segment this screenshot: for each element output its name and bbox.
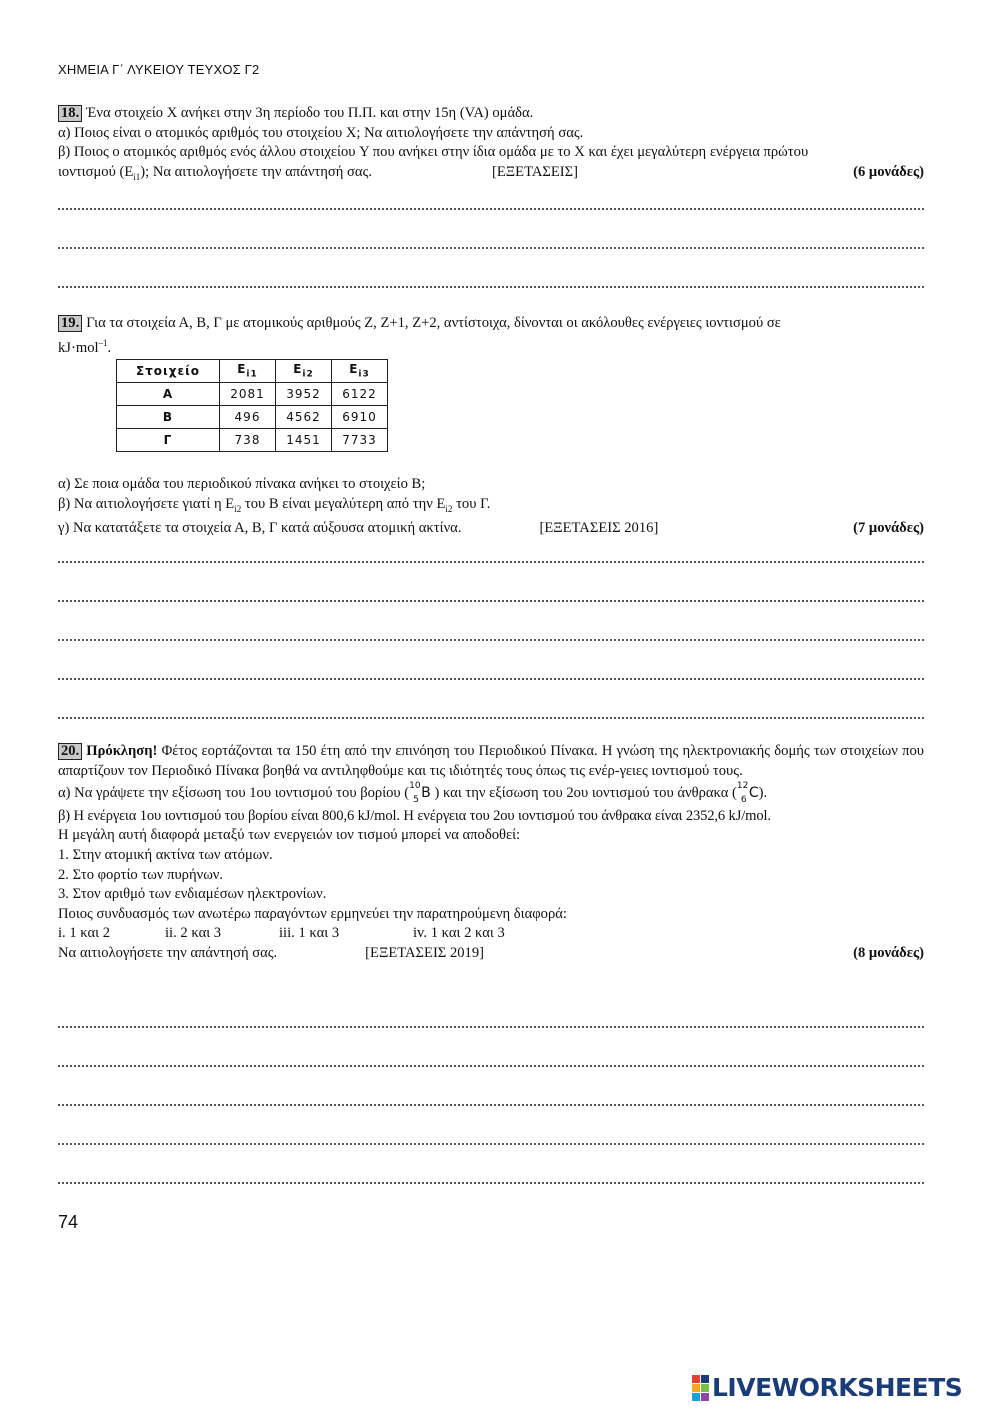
table-cell: 496 <box>220 406 276 429</box>
question-19 <box>58 314 924 358</box>
boron-nuclide <box>409 781 431 806</box>
table-header-ei3 <box>332 360 388 383</box>
logo-blocks-icon <box>692 1375 709 1401</box>
q19-part-b-text: του Γ. <box>452 495 491 512</box>
q18-points: (6 μονάδες) <box>853 163 924 180</box>
answer-line[interactable] <box>58 1104 924 1106</box>
q19-points: (7 μονάδες) <box>853 520 924 537</box>
q20-factor-2: 2. Στο φορτίο των πυρήνων. <box>58 866 224 883</box>
table-cell-element: Β <box>117 406 220 429</box>
document-header: ΧΗΜΕΙΑ Γ΄ ΛΥΚΕΙΟΥ ΤΕΥΧΟΣ Γ2 <box>58 62 260 77</box>
q19-part-b-sub: i2 <box>234 503 242 514</box>
q19-unit-exp: –1 <box>98 337 108 348</box>
option-iv: iv. 1 και 2 και 3 <box>413 925 505 942</box>
table-cell: 1451 <box>276 429 332 452</box>
header-e: E <box>237 362 247 377</box>
q18-source: [ΕΞΕΤΑΣΕΙΣ] <box>492 163 578 180</box>
header-sub: i2 <box>302 369 314 380</box>
boron-symbol: B <box>421 785 431 802</box>
answer-line[interactable] <box>58 561 924 563</box>
header-e: E <box>293 362 303 377</box>
carbon-nuclide <box>736 781 759 806</box>
option-i: i. 1 και 2 <box>58 925 111 942</box>
q19-part-c: γ) Να κατατάξετε τα στοιχεία Α, Β, Γ κατά αύξουσα ατομική ακτίνα. <box>58 520 462 537</box>
header-sub: i3 <box>358 369 370 380</box>
liveworksheets-logo[interactable] <box>692 1373 962 1402</box>
q19-source: [ΕΞΕΤΑΣΕΙΣ 2016] <box>539 520 659 537</box>
q20-options <box>58 924 924 944</box>
q19-part-a: α) Σε ποια ομάδα του περιοδικού πίνακα ανήκει το στοιχείο Β; <box>58 476 426 492</box>
q19-part-b-text: β) Να αιτιολογήσετε γιατί η E <box>58 495 235 512</box>
logo-text: LIVEWORKSHEETS <box>712 1373 963 1402</box>
page-number: 74 <box>58 1212 79 1232</box>
q20-points: (8 μονάδες) <box>853 944 924 961</box>
table-cell: 6910 <box>332 406 388 429</box>
q20-part-b-cont: Η μεγάλη αυτή διαφορά μεταξύ των ενεργειών ιον τισμού μπορεί να αποδοθεί: <box>58 827 521 844</box>
option-ii: ii. 2 και 3 <box>165 925 222 942</box>
question-number: 20. <box>58 743 82 760</box>
table-header-ei2 <box>276 360 332 383</box>
question-19-parts <box>58 475 924 539</box>
q20-justify: Να αιτιολογήσετε την απάντησή σας. <box>58 944 278 961</box>
q20-factor-1: 1. Στην ατομική ακτίνα των ατόμων. <box>58 846 273 863</box>
table-header-row <box>117 360 388 383</box>
table-cell: 2081 <box>220 383 276 406</box>
boron-atomic-number: 5 <box>413 795 419 806</box>
q18-line4-a: ιοντισμού (E <box>58 163 134 180</box>
table-cell-element: Γ <box>117 429 220 452</box>
q20-factor-3: 3. Στον αριθμό των ενδιαμέσων ηλεκτρονίων. <box>58 886 327 903</box>
ionization-energy-table <box>116 359 388 452</box>
table-cell: 6122 <box>332 383 388 406</box>
table-cell: 7733 <box>332 429 388 452</box>
header-e: E <box>349 362 359 377</box>
q18-part-a: α) Ποιος είναι ο ατομικός αριθμός του στοιχείου X; Να αιτιολογήσετε την απάντησή σας. <box>58 124 584 141</box>
question-number: 19. <box>58 315 82 332</box>
table-cell: 3952 <box>276 383 332 406</box>
question-18 <box>58 104 924 187</box>
table-header-ei1 <box>220 360 276 383</box>
answer-line[interactable] <box>58 247 924 249</box>
boron-mass-number: 10 <box>409 781 421 792</box>
answer-line[interactable] <box>58 208 924 210</box>
q18-part-b: β) Ποιος ο ατομικός αριθμός ενός άλλου στοιχείου Y που ανήκει στην ίδια ομάδα με το X και έχει μεγαλύτερη ενέργεια πρώτου <box>58 144 809 161</box>
answer-line[interactable] <box>58 717 924 719</box>
table-cell-element: Α <box>117 383 220 406</box>
carbon-mass-number: 12 <box>736 781 749 792</box>
q18-line4-sub: i1 <box>133 171 141 182</box>
option-iii: iii. 1 και 3 <box>279 925 340 942</box>
answer-line[interactable] <box>58 1026 924 1028</box>
q19-part-b-sub: i2 <box>445 503 453 514</box>
q20-part-a <box>58 781 924 806</box>
q20-source: [ΕΞΕΤΑΣΕΙΣ 2019] <box>365 944 484 961</box>
q19-unit-end: . <box>107 339 112 356</box>
question-number: 18. <box>58 105 82 122</box>
table-row <box>117 429 388 452</box>
q20-part-a-text: ) και την εξίσωση του 2ου ιοντισμού του άνθρακα ( <box>434 785 737 802</box>
q18-line1: Ένα στοιχείο X ανήκει στην 3η περίοδο του Π.Π. και στην 15η (VA) ομάδα. <box>86 105 534 121</box>
table-row <box>117 383 388 406</box>
table-cell: 4562 <box>276 406 332 429</box>
table-cell: 738 <box>220 429 276 452</box>
q20-intro: Φέτος εορτάζονται τα 150 έτη από την επινόηση του Περιοδικού Πίνακα. Η γνώση της ηλεκτρονιακής δομής των στοιχείων που απαρτίζουν τον Περιοδικό Πίνακα βοηθά να αντιληφθούμε και τις ιδιότητές τους όπως τις ενέρ-γειες ιοντισμού τους. <box>58 743 924 779</box>
table-header-element: Στοιχείο <box>117 360 220 383</box>
q19-part-b <box>58 495 924 520</box>
q18-line4-b: ); Να αιτιολογήσετε την απάντησή σας. <box>140 163 372 180</box>
q19-unit: kJ·mol <box>58 339 99 356</box>
answer-line[interactable] <box>58 286 924 288</box>
q20-challenge: Πρόκληση! <box>86 743 158 759</box>
answer-line[interactable] <box>58 1143 924 1145</box>
q20-part-a-text: α) Να γράψετε την εξίσωση του 1ου ιοντισμού του βορίου ( <box>58 785 410 802</box>
question-20 <box>58 742 924 964</box>
answer-line[interactable] <box>58 600 924 602</box>
answer-line[interactable] <box>58 1065 924 1067</box>
header-sub: i1 <box>246 369 258 380</box>
answer-line[interactable] <box>58 678 924 680</box>
carbon-atomic-number: 6 <box>740 795 747 806</box>
carbon-symbol: C <box>748 785 759 802</box>
q19-part-b-text: του Β είναι μεγαλύτερη από την E <box>241 495 446 512</box>
answer-line[interactable] <box>58 1182 924 1184</box>
q19-line1: Για τα στοιχεία Α, Β, Γ με ατομικούς αριθμούς Z, Z+1, Z+2, αντίστοιχα, δίνονται οι ακόλουθες ενέργειες ιοντισμού σε <box>86 315 781 331</box>
answer-line[interactable] <box>58 639 924 641</box>
q20-question: Ποιος συνδυασμός των ανωτέρω παραγόντων ερμηνεύει την παρατηρούμενη διαφορά: <box>58 905 567 922</box>
table-row <box>117 406 388 429</box>
q20-part-b: β) Η ενέργεια 1ου ιοντισμού του βορίου είναι 800,6 kJ/mol. Η ενέργεια του 2ου ιοντισμού του άνθρακα είναι 2352,6 kJ/mol. <box>58 807 771 824</box>
q20-part-a-text: ). <box>758 785 768 802</box>
